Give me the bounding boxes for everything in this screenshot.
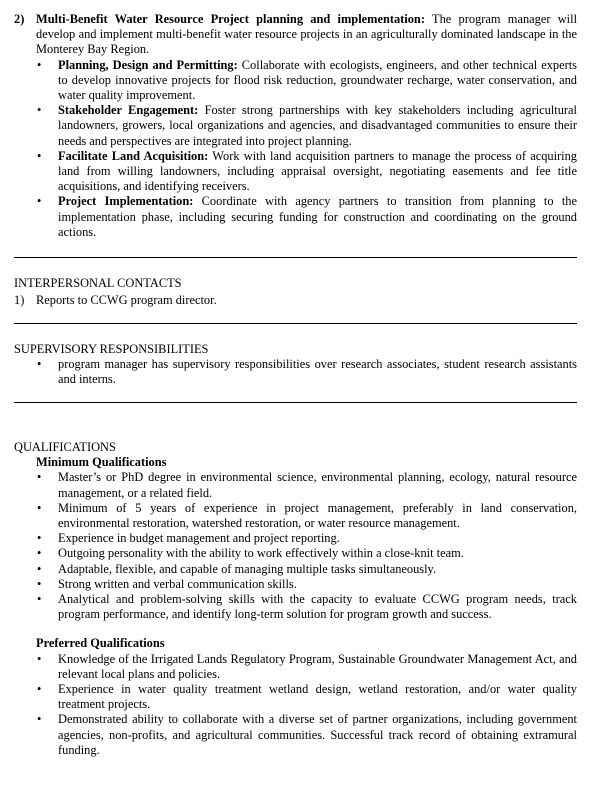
list-item: • Strong written and verbal communication skills. [58,577,577,592]
list-item: • program manager has supervisory responsibilities over research associates, student research assistants and interns. [58,357,577,387]
bullet-label: Project Implementation: [58,194,194,209]
minimum-qualifications-list [58,470,577,622]
item-2-paragraph [36,12,577,58]
list-item: • Experience in water quality treatment wetland design, wetland restoration, and/or water quality treatment projects. [58,682,577,712]
list-item: • Knowledge of the Irrigated Lands Regulatory Program, Sustainable Groundwater Management Act, and relevant local plans and policies. [58,652,577,682]
section-divider [14,323,577,324]
list-item [58,149,577,195]
bullet-label: Stakeholder Engagement: [58,103,199,118]
item-2-title: Multi-Benefit Water Resource Project planning and implementation: [36,12,425,26]
list-item: • Demonstrated ability to collaborate with a diverse set of partner organizations, including government agencies, non-profits, and agricultural communities. Successful track record of obtaining extramural funding. [58,712,577,758]
list-item [58,58,577,104]
list-item: • Adaptable, flexible, and capable of managing multiple tasks simultaneously. [58,562,577,577]
bullet-label: Planning, Design and Permitting: [58,57,238,72]
supervisory-list-wrap [14,357,577,387]
bullet-text: Foster strong partnerships with key stakeholders including agricultural landowners, growers, local organizations and agencies, and disadvantaged communities to ensure their needs and perspectives are integrated into project planning. [58,103,577,148]
interpersonal-item [14,293,577,308]
bullet-text: Coordinate with agency partners to transition from planning to the implementation phase, including securing funding for construction and coordinating on the ground actions. [58,194,577,239]
item-number: 2) [14,12,25,26]
bullet-label: Facilitate Land Acquisition: [58,148,209,163]
section-title-interpersonal: INTERPERSONAL CONTACTS [14,276,182,290]
section-divider [14,257,577,258]
list-item: • Master’s or PhD degree in environmental science, environmental planning, ecology, natural resource management, or a related field. [58,470,577,500]
preferred-qualifications-list [58,652,577,758]
section-divider [14,402,577,403]
list-item: • Minimum of 5 years of experience in project management, preferably in land conservation, environmental restoration, watershed restoration, or water resource management. [58,501,577,531]
list-item: • Experience in budget management and project reporting. [58,531,577,546]
spacer [14,622,577,636]
responsibility-item-2 [14,12,577,240]
item-number: 1) [14,293,25,307]
list-item: • Analytical and problem-solving skills with the capacity to evaluate CCWG program needs, track program performance, and identify long-term solution for program growth and success. [58,592,577,622]
bullet-text: Collaborate with ecologists, engineers, and other technical experts to develop innovative projects for flood risk reduction, groundwater recharge, water conservation, and water quality improvement. [58,57,577,103]
bullet-text: Work with land acquisition partners to manage the process of acquiring land from willing landowners, including appraisal oversight, negotiating easements and fee title acquisitions, and identifying receivers. [58,148,578,194]
list-item [58,194,577,240]
item-2-heading [14,12,577,58]
section-title-supervisory: SUPERVISORY RESPONSIBILITIES [14,342,209,356]
qualifications-section [14,440,577,758]
supervisory-list [58,357,577,387]
preferred-qualifications-title: Preferred Qualifications [36,636,165,651]
section-title-qualifications: QUALIFICATIONS [14,440,116,454]
minimum-qualifications-title: Minimum Qualifications [36,455,167,470]
list-item: • Outgoing personality with the ability to work effectively within a close-knit team. [58,546,577,561]
item-2-bullet-list [58,58,577,240]
item-2-text: The program manager will develop and implement multi-benefit water resource projects in an agriculturally dominated landscape in the Monterey Bay Region. [36,12,578,57]
interpersonal-text: Reports to CCWG program director. [36,293,217,307]
list-item [58,103,577,149]
